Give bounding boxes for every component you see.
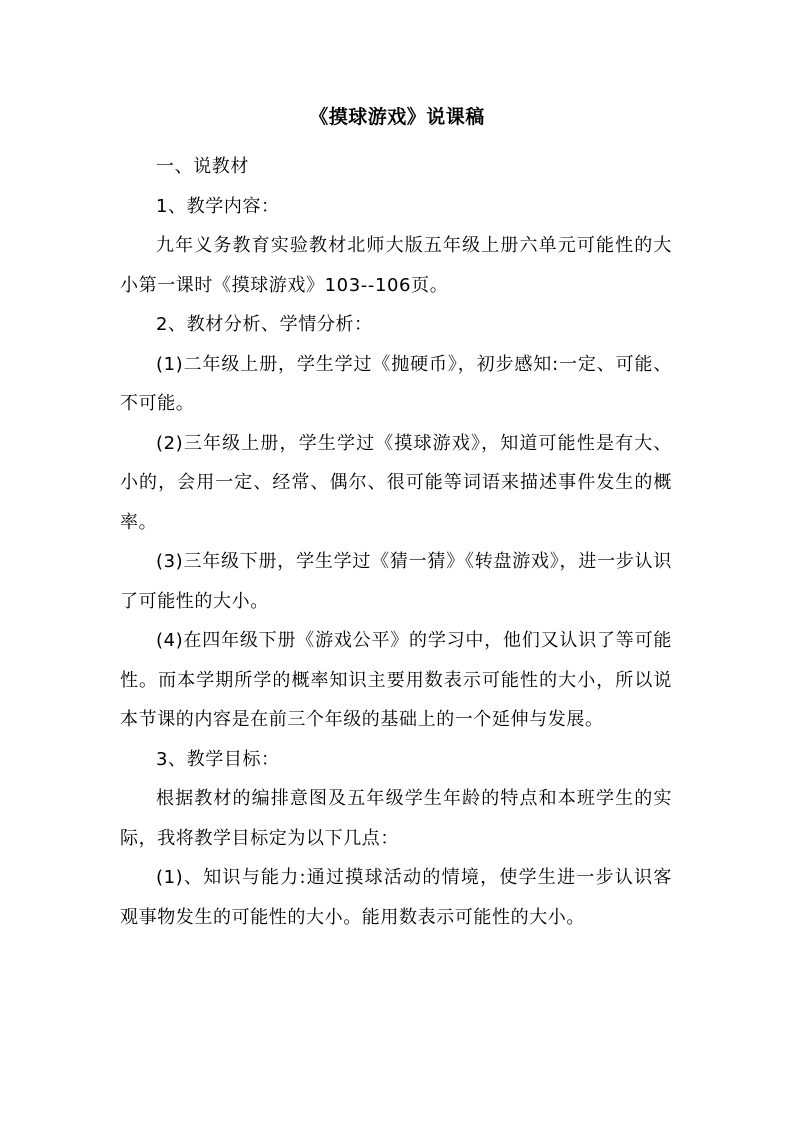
subheading-teaching-content: 1、教学内容：: [156, 195, 280, 217]
paragraph-analysis-3: (3)三年级下册，学生学过《猜一猜》《转盘游戏》，进一步认识了可能性的大小。: [120, 551, 672, 612]
paragraph-goals-intro: 根据教材的编排意图及五年级学生年龄的特点和本班学生的实际，我将教学目标定为以下几点：: [120, 788, 672, 849]
paragraph-teaching-content: 九年义务教育实验教材北师大版五年级上册六单元可能性的大小第一课时《摸球游戏》103--106页。: [120, 235, 672, 296]
paragraph-analysis-1: (1)二年级上册，学生学过《抛硬币》，初步感知:一定、可能、不可能。: [120, 353, 672, 414]
paragraph-analysis-2: (2)三年级上册，学生学过《摸球游戏》，知道可能性是有大、小的，会用一定、经常、偶尔、很可能等词语来描述事件发生的概率。: [120, 432, 672, 533]
section-heading-teaching-material: 一、说教材: [156, 156, 249, 177]
subheading-teaching-goals: 3、教学目标：: [156, 748, 280, 770]
paragraph-analysis-4: (4)在四年级下册《游戏公平》的学习中，他们又认识了等可能性。而本学期所学的概率知识主要用数表示可能性的大小，所以说本节课的内容是在前三个年级的基础上的一个延伸与发展。: [120, 630, 672, 730]
paragraph-goal-1: (1)、知识与能力:通过摸球活动的情境，使学生进一步认识客观事物发生的可能性的大小。能用数表示可能性的大小。: [120, 867, 672, 928]
document-body: [120, 147, 672, 937]
subheading-material-analysis: 2、教材分析、学情分析：: [156, 314, 373, 335]
document-title: 《摸球游戏》说课稿: [309, 106, 485, 128]
